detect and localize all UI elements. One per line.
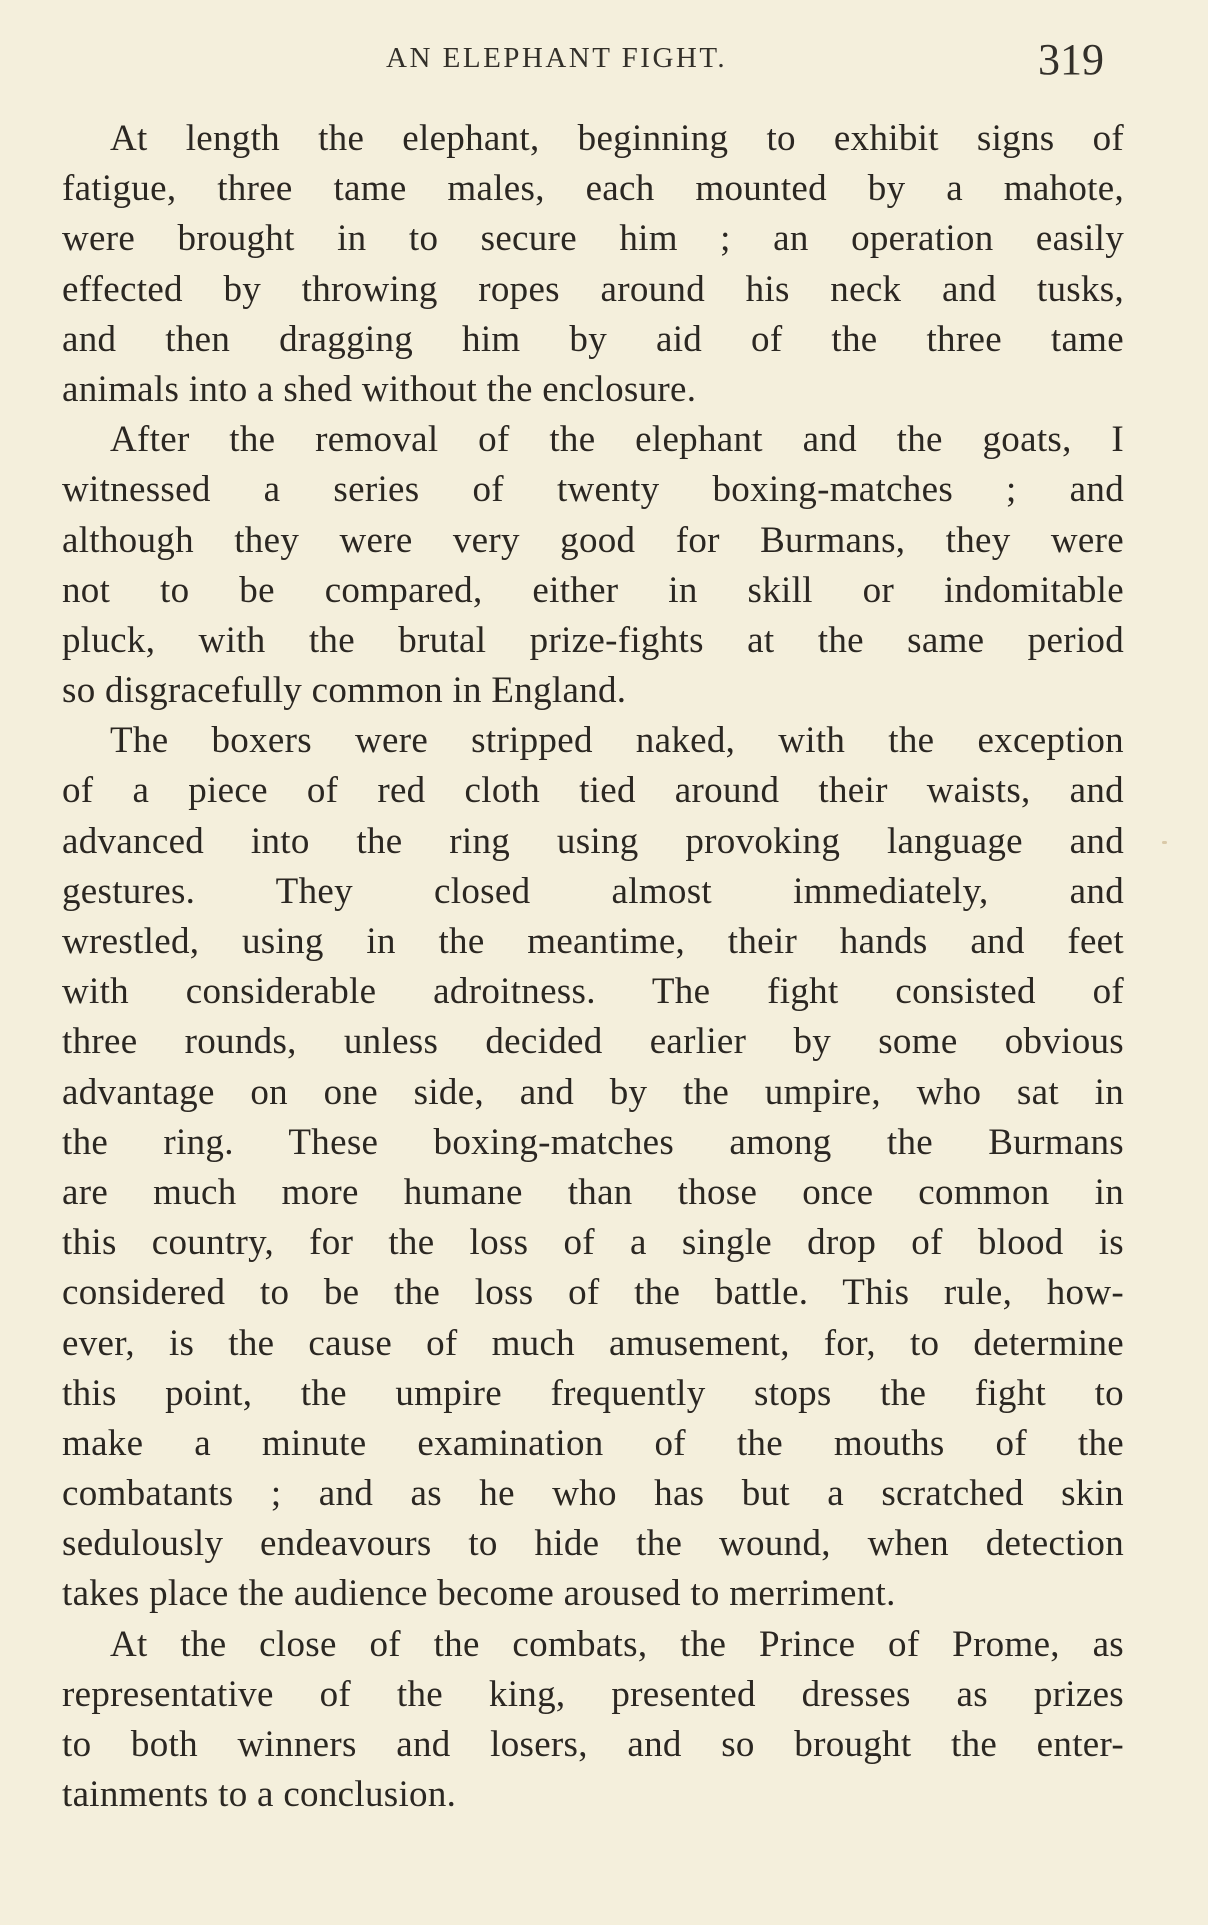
text-line: with considerable adroitness. The fight consisted of <box>62 971 1124 1013</box>
text-line: were brought in to secure him ; an operation easily <box>62 218 1124 260</box>
running-head <box>0 34 1208 84</box>
text-line: advantage on one side, and by the umpire, who sat in <box>62 1071 1124 1113</box>
text-line: After the removal of the elephant and the goats, I <box>110 419 1124 461</box>
text-line: to both winners and losers, and so brought the enter- <box>62 1724 1124 1765</box>
margin-speck <box>1162 841 1167 844</box>
paragraph-3 <box>62 716 1124 1619</box>
text-line: and then dragging him by aid of the three tame <box>62 318 1124 360</box>
running-title: AN ELEPHANT FIGHT. <box>386 42 728 74</box>
text-line: of a piece of red cloth tied around their waists, and <box>62 770 1124 812</box>
text-line: are much more humane than those once common in <box>62 1171 1124 1213</box>
text-line: fatigue, three tame males, each mounted by a mahote, <box>62 168 1124 210</box>
text-line: so disgracefully common in England. <box>62 670 627 712</box>
text-line: three rounds, unless decided earlier by some obvious <box>62 1021 1124 1063</box>
text-line: not to be compared, either in skill or indomitable <box>62 569 1124 611</box>
text-line: considered to be the loss of the battle. This rule, how- <box>62 1272 1124 1314</box>
text-line: sedulously endeavours to hide the wound, when detection <box>62 1523 1124 1565</box>
text-line: make a minute examination of the mouths of the <box>62 1422 1124 1464</box>
paragraph-1 <box>62 114 1124 415</box>
text-line: ever, is the cause of much amusement, for, to determine <box>62 1322 1124 1364</box>
text-line: tainments to a conclusion. <box>62 1774 457 1816</box>
body-text <box>62 114 1124 1820</box>
text-line: combatants ; and as he who has but a scratched skin <box>62 1473 1124 1515</box>
paragraph-4 <box>62 1620 1124 1821</box>
text-line: effected by throwing ropes around his neck and tusks, <box>62 268 1124 310</box>
text-line: witnessed a series of twenty boxing-matches ; and <box>62 469 1124 511</box>
text-line: wrestled, using in the meantime, their hands and feet <box>62 921 1124 962</box>
text-line: this point, the umpire frequently stops the fight to <box>62 1372 1124 1414</box>
text-line: takes place the audience become aroused to merriment. <box>62 1573 896 1615</box>
text-line: the ring. These boxing-matches among the Burmans <box>62 1121 1124 1163</box>
text-line: At length the elephant, beginning to exhibit signs of <box>110 118 1124 159</box>
text-line: The boxers were stripped naked, with the exception <box>110 720 1124 762</box>
text-line: representative of the king, presented dresses as prizes <box>62 1673 1124 1715</box>
text-line: pluck, with the brutal prize-fights at the same period <box>62 619 1124 661</box>
text-line: animals into a shed without the enclosure. <box>62 368 697 410</box>
page-number: 319 <box>1038 35 1104 84</box>
paragraph-2 <box>62 415 1124 716</box>
text-line: this country, for the loss of a single drop of blood is <box>62 1222 1124 1264</box>
text-line: gestures. They closed almost immediately, and <box>62 870 1124 912</box>
text-line: advanced into the ring using provoking language and <box>62 820 1124 862</box>
text-line: At the close of the combats, the Prince of Prome, as <box>110 1623 1124 1665</box>
text-line: although they were very good for Burmans, they were <box>62 519 1124 561</box>
